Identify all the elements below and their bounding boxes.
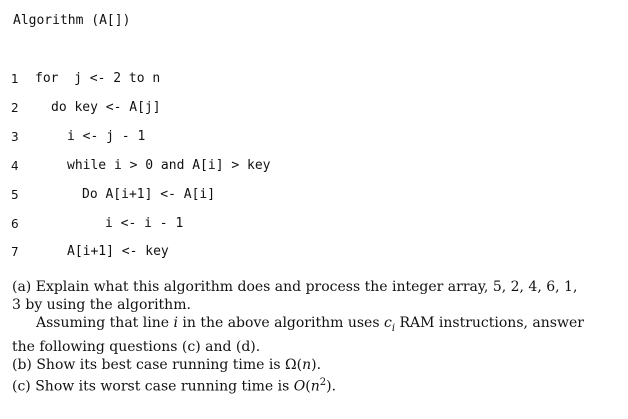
line-number: 3 <box>11 130 19 144</box>
line-number: 5 <box>11 188 19 202</box>
algorithm-title: Algorithm (A[]) <box>13 13 131 28</box>
assumption-paragraph <box>12 314 590 356</box>
assumption-text-1: Assuming that line <box>36 315 169 331</box>
assumption-text-3: RAM instructions, answer the following questions (c) and (d). <box>12 315 584 355</box>
code-text: for j <- 2 to n <box>35 71 161 86</box>
code-line-3 <box>0 129 620 147</box>
paren-open: ( <box>305 378 311 395</box>
big-o: O <box>293 378 306 395</box>
line-number: 4 <box>11 159 19 173</box>
question-a: (a) Explain what this algorithm does and process the integer array, 5, 2, 4, 6, 1, 3 by using the algorithm. <box>12 279 578 313</box>
var-ci <box>383 315 396 334</box>
code-line-7 <box>0 244 620 262</box>
code-text: A[i+1] <- key <box>67 244 169 259</box>
code-line-4 <box>0 158 620 176</box>
code-text: while i > 0 and A[i] > key <box>67 158 271 173</box>
ci-base: c <box>383 315 392 331</box>
question-c-text: (c) Show its worst case running time is <box>12 378 290 395</box>
question-b-text: (b) Show its best case running time is Ω( <box>12 356 303 373</box>
assumption-text-2: in the above algorithm uses <box>182 315 380 331</box>
ci-subscript: i <box>391 322 396 334</box>
code-text: Do A[i+1] <- A[i] <box>82 187 216 202</box>
code-text: do key <- A[j] <box>51 100 161 115</box>
exponent: 2 <box>319 376 327 388</box>
line-number: 2 <box>11 101 19 115</box>
var-n: n <box>302 356 312 373</box>
code-line-1 <box>0 71 620 89</box>
line-number: 6 <box>11 217 19 231</box>
line-number: 7 <box>11 245 19 259</box>
code-text: i <- j - 1 <box>67 129 146 144</box>
question-b <box>12 356 590 374</box>
question-c-end: ). <box>326 378 337 395</box>
code-line-6 <box>0 216 620 234</box>
code-line-2 <box>0 100 620 118</box>
code-text: i <- i - 1 <box>105 216 184 231</box>
code-line-5 <box>0 187 620 205</box>
questions-section <box>12 278 590 395</box>
line-number: 1 <box>11 72 19 86</box>
question-c <box>12 374 590 396</box>
question-b-end: ). <box>311 356 322 373</box>
var-n: n <box>310 378 320 395</box>
var-i: i <box>173 315 178 331</box>
